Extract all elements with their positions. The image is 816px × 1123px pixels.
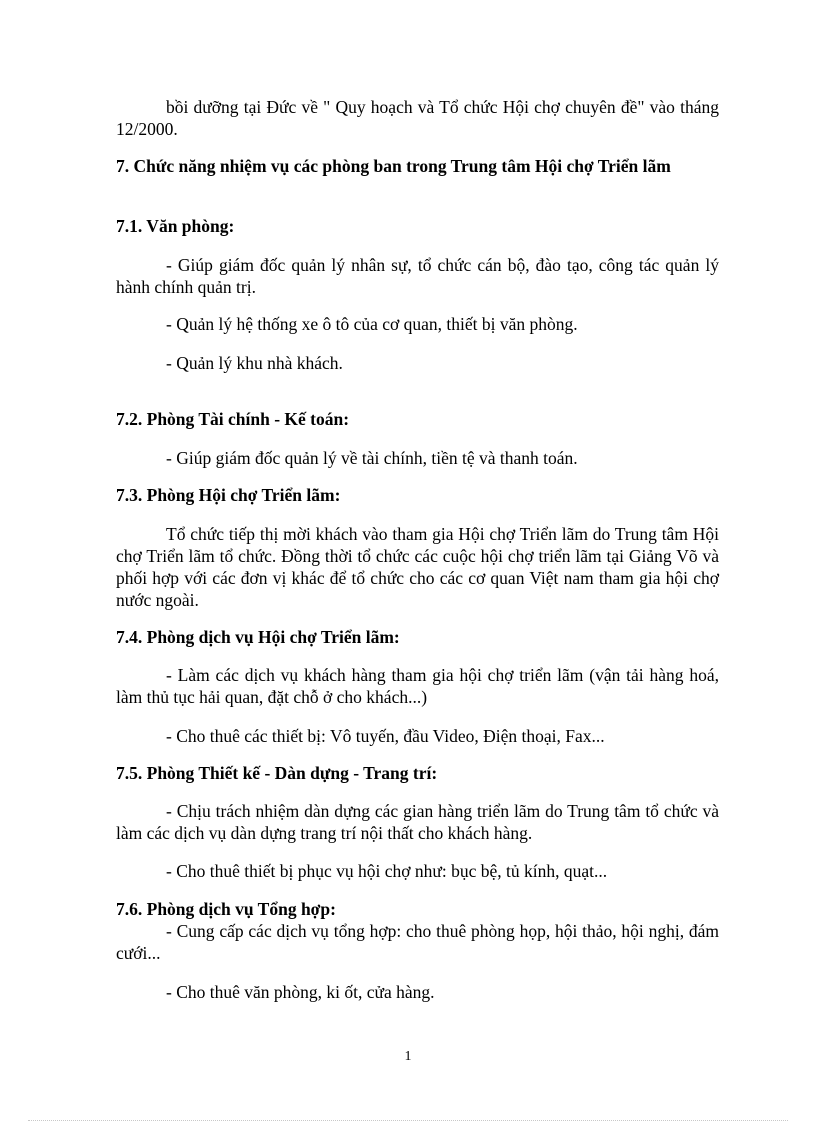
heading-7-2: 7.2. Phòng Tài chính - Kế toán: bbox=[116, 409, 350, 429]
paragraph-7-1-a: - Giúp giám đốc quản lý nhân sự, tổ chức cán bộ, đào tạo, công tác quản lý hành chính quản trị. bbox=[116, 255, 719, 297]
paragraph-7-5-b: - Cho thuê thiết bị phục vụ hội chợ như: bục bệ, tủ kính, quạt... bbox=[166, 861, 608, 881]
heading-7-5: 7.5. Phòng Thiết kế - Dàn dựng - Trang trí: bbox=[116, 763, 438, 783]
page-number: 1 bbox=[404, 1049, 412, 1064]
paragraph-7-3-a: Tổ chức tiếp thị mời khách vào tham gia Hội chợ Triển lãm do Trung tâm Hội chợ Triển lãm tổ chức. Đồng thời tổ chức các cuộc hội chợ triển lãm tại Giảng Võ và phối hợp với các đơn vị khác để tổ chức cho các cơ quan Việt nam tham gia hội chợ nước ngoài. bbox=[116, 524, 719, 610]
paragraph-7-6-a: - Cung cấp các dịch vụ tổng hợp: cho thuê phòng họp, hội thảo, hội nghị, đám cưới... bbox=[116, 921, 719, 963]
heading-7-3: 7.3. Phòng Hội chợ Triển lãm: bbox=[116, 485, 341, 505]
paragraph-7-2-a: - Giúp giám đốc quản lý về tài chính, tiền tệ và thanh toán. bbox=[166, 448, 578, 468]
heading-7-4: 7.4. Phòng dịch vụ Hội chợ Triển lãm: bbox=[116, 627, 400, 647]
page-bottom-rule bbox=[28, 1120, 788, 1121]
paragraph-7-6-b: - Cho thuê văn phòng, ki ốt, cửa hàng. bbox=[166, 982, 435, 1002]
heading-7-6: 7.6. Phòng dịch vụ Tổng hợp: bbox=[116, 899, 336, 919]
paragraph-7-1-b: - Quản lý hệ thống xe ô tô của cơ quan, thiết bị văn phòng. bbox=[166, 314, 578, 334]
paragraph-7-1-c: - Quản lý khu nhà khách. bbox=[166, 353, 343, 373]
paragraph-7-4-b: - Cho thuê các thiết bị: Vô tuyến, đầu Video, Điện thoại, Fax... bbox=[166, 726, 605, 746]
paragraph-7-5-a: - Chịu trách nhiệm dàn dựng các gian hàng triển lãm do Trung tâm tổ chức và làm các dịch vụ dàn dựng trang trí nội thất cho khách hàng. bbox=[116, 801, 719, 843]
heading-section-7: 7. Chức năng nhiệm vụ các phòng ban trong Trung tâm Hội chợ Triển lãm bbox=[116, 156, 671, 176]
paragraph-7-4-a: - Làm các dịch vụ khách hàng tham gia hội chợ triển lãm (vận tải hàng hoá, làm thủ tục hải quan, đặt chỗ ở cho khách...) bbox=[116, 665, 719, 707]
paragraph-continuation: bồi dưỡng tại Đức về " Quy hoạch và Tổ chức Hội chợ chuyên đề" vào tháng 12/2000. bbox=[116, 97, 719, 139]
heading-7-1: 7.1. Văn phòng: bbox=[116, 216, 235, 236]
